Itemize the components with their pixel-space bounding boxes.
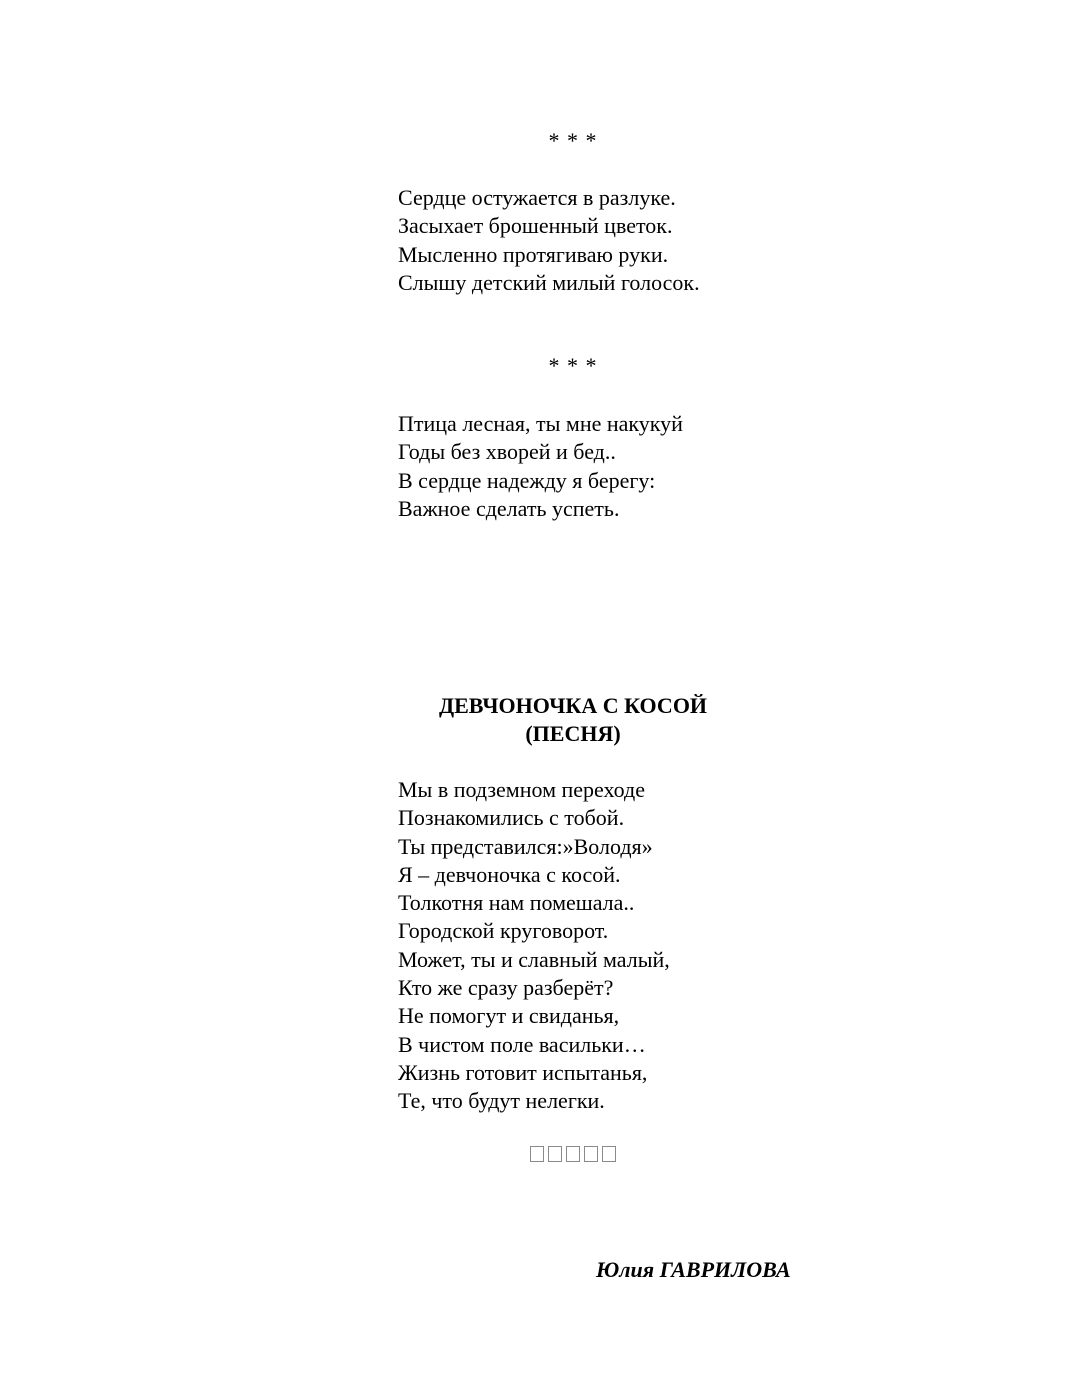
poem-line: Птица лесная, ты мне накукуй (398, 411, 683, 436)
poem2-stanza (398, 410, 683, 523)
song-line: Мы в подземном переходе (398, 777, 645, 802)
song-line: Я – девчоночка с косой. (398, 861, 621, 887)
poem-line: Сердце остужается в разлуке. (398, 185, 676, 210)
song-line: Познакомились с тобой. (398, 805, 625, 831)
poem-line: Важное сделать успеть. (398, 495, 620, 521)
song-stanza (398, 776, 670, 1116)
poem-line: Мысленно протягиваю руки. (398, 241, 669, 267)
song-line: Кто же сразу разберёт? (398, 975, 614, 1001)
song-line: Ты представился:»Володя» (398, 833, 653, 859)
divider-box (548, 1146, 562, 1162)
song-line: В чистом поле васильки… (398, 1031, 646, 1057)
song-line: Не помогут и свиданья, (398, 1003, 620, 1029)
song-line: Может, ты и славный малый, (398, 946, 670, 972)
poem-line: Слышу детский милый голосок. (398, 269, 700, 295)
poem2-separator: * * * (548, 353, 598, 378)
divider-box (530, 1146, 544, 1162)
divider-box (566, 1146, 580, 1162)
song-line: Городской круговорот. (398, 918, 609, 944)
song-subtitle: (ПЕСНЯ) (525, 721, 621, 746)
divider-box (584, 1146, 598, 1162)
song-line: Толкотня нам помешала.. (398, 890, 635, 916)
song-title-block (0, 692, 1071, 748)
poem-line: Годы без хворей и бед.. (398, 439, 616, 465)
poem-line: В сердце надежду я берегу: (398, 467, 656, 493)
author-name: Юлия ГАВРИЛОВА (596, 1257, 791, 1282)
divider-box (602, 1146, 616, 1162)
poem-line: Засыхает брошенный цветок. (398, 213, 673, 239)
poem1-stanza (398, 184, 700, 297)
divider-boxes (0, 1146, 1071, 1162)
poem1-separator: * * * (548, 128, 598, 153)
song-line: Жизнь готовит испытанья, (398, 1059, 648, 1085)
song-title: ДЕВЧОНОЧКА С КОСОЙ (438, 693, 708, 718)
song-line: Те, что будут нелегки. (398, 1088, 605, 1114)
